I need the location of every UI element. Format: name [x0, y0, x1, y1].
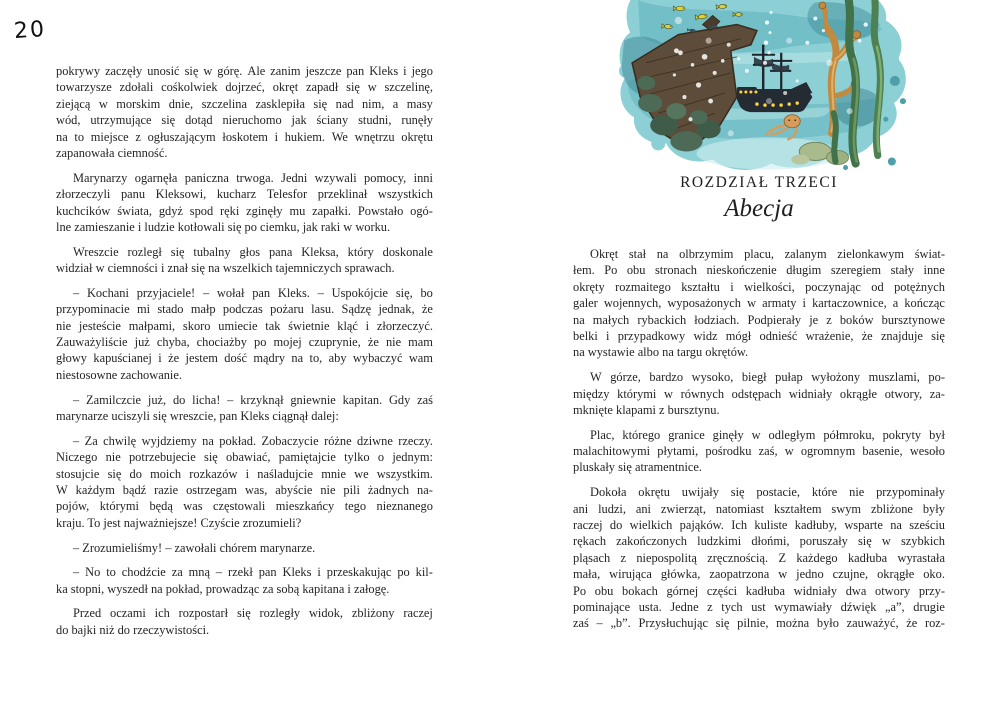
text-line: przypominacie mi stado małp podczas pożaru lasu. Sądzę jednak, że [56, 302, 433, 317]
text-line: ziejącą w morskim dnie, szczelina zasklepiła się nad nim, a masy [56, 96, 433, 111]
text-line: pokrywy zaczęły unosić się w górę. Ale zanim jeszcze pan Kleks i jego [56, 64, 433, 78]
chapter-heading: ROZDZIAŁ TRZECI [680, 174, 838, 191]
chapter-title: Abecja [724, 195, 794, 222]
text-line: Po obu bokach górnej części kadłuba widniały dwa otwory przy- [573, 583, 945, 598]
text-line: galer wojennych, wyposażonych w armaty i kartaczownice, a kończąc [573, 296, 945, 311]
text-line: Dokoła okrętu uwijały się postacie, które nie przypominały [590, 485, 945, 500]
text-line: mknięte klapami z bursztynu. [573, 402, 720, 417]
paragraph [56, 63, 433, 161]
text-line: pluskały się atramentnice. [573, 460, 703, 475]
text-line: kuchcików świata, gdyż spod ręki zginęły mu zapałki. Powstało ogó- [56, 203, 433, 218]
text-line: Niczego nie potrzebujecie się obawiać, pamiętajcie tylko o jednym: [56, 450, 433, 465]
text-line: Zauważyliście już chyba, chociażby po mojej czuprynie, że nie mam [56, 335, 433, 350]
text-line: – Zamilczcie już, do licha! – krzyknął gniewnie kapitan. Gdy zaś [73, 392, 433, 407]
text-line: ani ludzi, ani zwierząt, natomiast kształtem swym zbliżone były [573, 501, 945, 516]
text-line: lne zamieszanie i ludzie kotłowali się po ciemku, jak raki w worku. [56, 219, 391, 234]
text-line: na wystawie albo na targu okrętów. [573, 345, 749, 360]
paragraph [56, 605, 433, 638]
text-line: pominające usta. Jedne z tych ust wymawiały dźwięk „a”, drugie [573, 599, 945, 614]
text-line: belki i przypadkowy widz mógł odnieść wrażenie, że znajduje się [573, 328, 945, 343]
right-page-text-column [573, 246, 945, 632]
text-line: na małych rybackich łodziach. Podpierały je z boków bursztynowe [573, 312, 945, 327]
text-line: pląsach z niepospolitą zręcznością. Z każdego kadłuba wyrastała [573, 550, 945, 565]
text-line: W każdym bądź razie ostrzegam was, abyście nie pili żadnych na- [56, 482, 433, 497]
left-page-text-column [56, 63, 433, 638]
text-line: do bajki niż do rzeczywistości. [56, 622, 210, 637]
paragraph [573, 246, 945, 361]
text-line: zapanowała ciemność. [56, 145, 168, 160]
text-line: zaś – „b”. Przysłuchując się pilnie, można było zauważyć, że roz- [573, 616, 945, 631]
paragraph [56, 540, 433, 556]
text-line: na to miejsce z ogłuszającym łoskotem i hukiem. We wnętrzu okrętu [56, 129, 433, 144]
text-line: widział w ciemności i znał się na wszelkich tajemniczych sprawach. [56, 261, 395, 276]
text-line: Okręt stał na olbrzymim placu, zalanym zielonkawym świat- [590, 247, 945, 261]
text-line: malachitowymi płytami, pośrodku zaś, w ogromnym basenie, wesoło [573, 444, 945, 459]
text-line: między którymi w równych odstępach widniały okrągłe otwory, za- [573, 386, 945, 401]
text-line: stosujcie się do moich rozkazów i naśladujcie mnie we wszystkim. [56, 466, 433, 481]
text-line: raczej do wielkich pająków. Ich kuliste kadłuby, wsparte na sześciu [573, 518, 945, 533]
text-line: okręty rozmaitego kształtu i wielkości, poczynając od potężnych [573, 279, 945, 294]
paragraph [573, 484, 945, 632]
text-line: kraju. To jest najważniejsze! Czyście zrozumieli? [56, 515, 302, 530]
paragraph [56, 170, 433, 236]
paragraph [573, 369, 945, 418]
paragraph [56, 285, 433, 383]
text-line: towarzysze zdołali cośkolwiek dojrzeć, okręt zapadł się w szczelinę, [56, 80, 433, 95]
text-line: Przed oczami ich rozpostarł się rozległy widok, zbliżony raczej [73, 606, 433, 621]
paragraph [56, 244, 433, 277]
text-line: mała, wirująca główka, zaopatrzona w jedno czujne, okrągłe oko. [573, 567, 945, 582]
text-line: niestosowne zachowanie. [56, 367, 182, 382]
text-line: Plac, którego granice ginęły w odległym półmroku, pokryty był [590, 427, 945, 442]
text-line: nie jesteście małpami, skoro umiecie tak świetnie kląć i złorzeczyć. [56, 318, 433, 333]
text-line: Marynarzy ogarnęła paniczna trwoga. Jedni wzywali pomocy, inni [73, 170, 433, 185]
text-line: W górze, bardzo wysoko, biegł pułap wyłożony muszlami, po- [590, 370, 945, 385]
paragraph [56, 392, 433, 425]
text-line: pojów, którymi będą was częstowali mieszkańcy tego nieznanego [56, 499, 433, 514]
text-line: marynarze uciszyli się wreszcie, pan Kleks ciągnął dalej: [56, 408, 339, 423]
text-line: – Za chwilę wyjdziemy na pokład. Zobaczycie różne dziwne rzeczy. [73, 433, 433, 448]
paragraph [573, 427, 945, 476]
paragraph [56, 564, 433, 597]
text-line: złorzeczyli panu Kleksowi, kucharz Telesfor przeklinał wszystkich [56, 187, 433, 202]
text-line: rękach zakończonych ludzkimi dłońmi, poruszały się w szybkich [573, 534, 945, 549]
text-line: – Kochani przyjaciele! – wołał pan Kleks. – Uspokójcie się, bo [73, 285, 433, 300]
text-line: łem. Po obu stronach nieskończenie długim szeregiem stały inne [573, 263, 945, 278]
text-line: ka stopni, wyszedł na pokład, prowadząc za sobą kapitana i załogę. [56, 581, 390, 596]
chapter-illustration [618, 0, 910, 172]
text-line: – No to chodźcie za mną – rzekł pan Kleks i przeskakując po kil- [73, 565, 433, 580]
text-line: – Zrozumieliśmy! – zawołali chórem marynarze. [73, 540, 316, 555]
paragraph [56, 433, 433, 531]
text-line: wód, utrzymujące się dotąd nieruchomo jak ściany studni, runęły [56, 113, 433, 128]
text-line: głowy kapuścianej i że jestem dość mądry na to, aby wybaczyć wam [56, 351, 433, 366]
page-number: 20 [13, 16, 47, 45]
text-line: Wreszcie rozległ się tubalny głos pana Kleksa, który doskonale [73, 244, 433, 259]
